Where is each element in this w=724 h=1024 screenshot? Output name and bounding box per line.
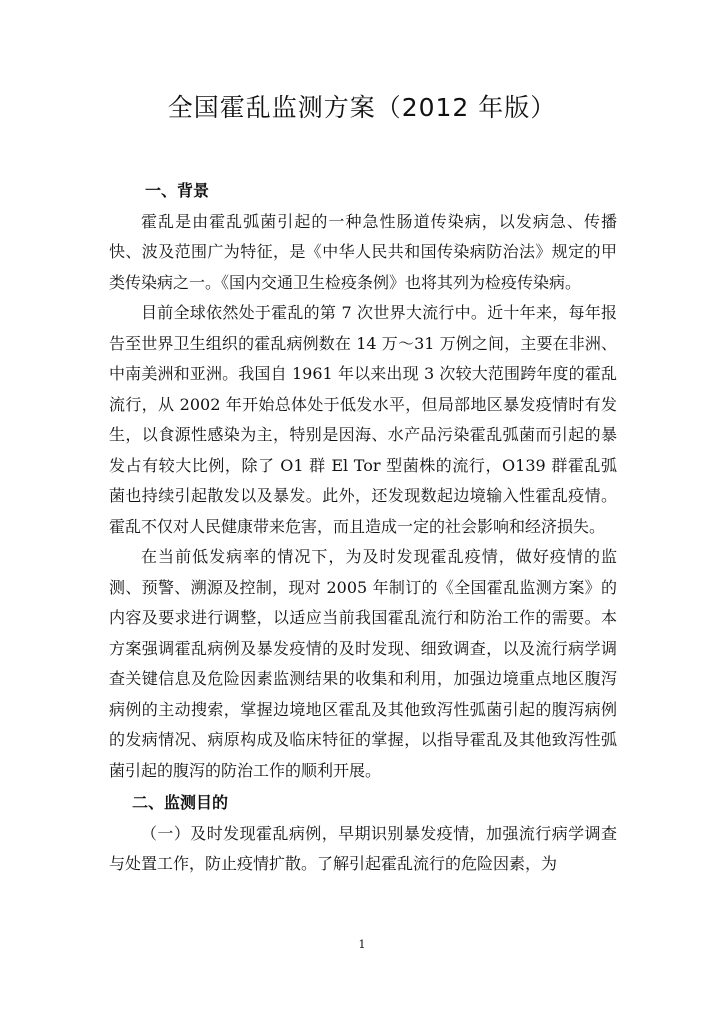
document-body <box>109 176 617 880</box>
background-paragraph-2: 目前全球依然处于霍乱的第 7 次世界大流行中。近十年来，每年报告至世界卫生组织的霍乱病例数在 14 万～31 万例之间，主要在非洲、中南美洲和亚洲。我国自 1961 年以来出现 3 次较大范围跨年度的霍乱流行，从 2002 年开始总体处于低发水平，但局部地区暴发疫情时有发生，以食源性感染为主，特别是因海、水产品污染霍乱弧菌而引起的暴发占有较大比例，除了 O1 群 El Tor 型菌株的流行，O139 群霍乱弧菌也持续引起散发以及暴发。此外，还发现数起边境输入性霍乱疫情。霍乱不仅对人民健康带来危害，而且造成一定的社会影响和经济损失。 <box>109 303 617 536</box>
page-number: 1 <box>358 938 366 951</box>
section-heading-objectives: 二、监测目的 <box>132 793 229 812</box>
document-title: 全国霍乱监测方案（2012 年版） <box>167 93 557 122</box>
objectives-paragraph-1: （一）及时发现霍乱病例，早期识别暴发疫情，加强流行病学调查与处置工作，防止疫情扩散。了解引起霍乱流行的危险因素，为 <box>109 823 617 873</box>
section-heading-background: 一、背景 <box>145 181 210 200</box>
background-paragraph-1: 霍乱是由霍乱弧菌引起的一种急性肠道传染病，以发病急、传播快、波及范围广为特征，是《中华人民共和国传染病防治法》规定的甲类传染病之一。《国内交通卫生检疫条例》也将其列为检疫传染病。 <box>109 211 617 292</box>
background-paragraph-3: 在当前低发病率的情况下，为及时发现霍乱疫情，做好疫情的监测、预警、溯源及控制，现对 2005 年制订的《全国霍乱监测方案》的内容及要求进行调整，以适应当前我国霍乱流行和防治工作的需要。本方案强调霍乱病例及暴发疫情的及时发现、细致调查，以及流行病学调查关键信息及危险因素监测结果的收集和利用，加强边境重点地区腹泻病例的主动搜索，掌握边境地区霍乱及其他致泻性弧菌引起的腹泻病例的发病情况、病原构成及临床特征的掌握，以指导霍乱及其他致泻性弧菌引起的腹泻的防治工作的顺利开展。 <box>109 547 617 780</box>
